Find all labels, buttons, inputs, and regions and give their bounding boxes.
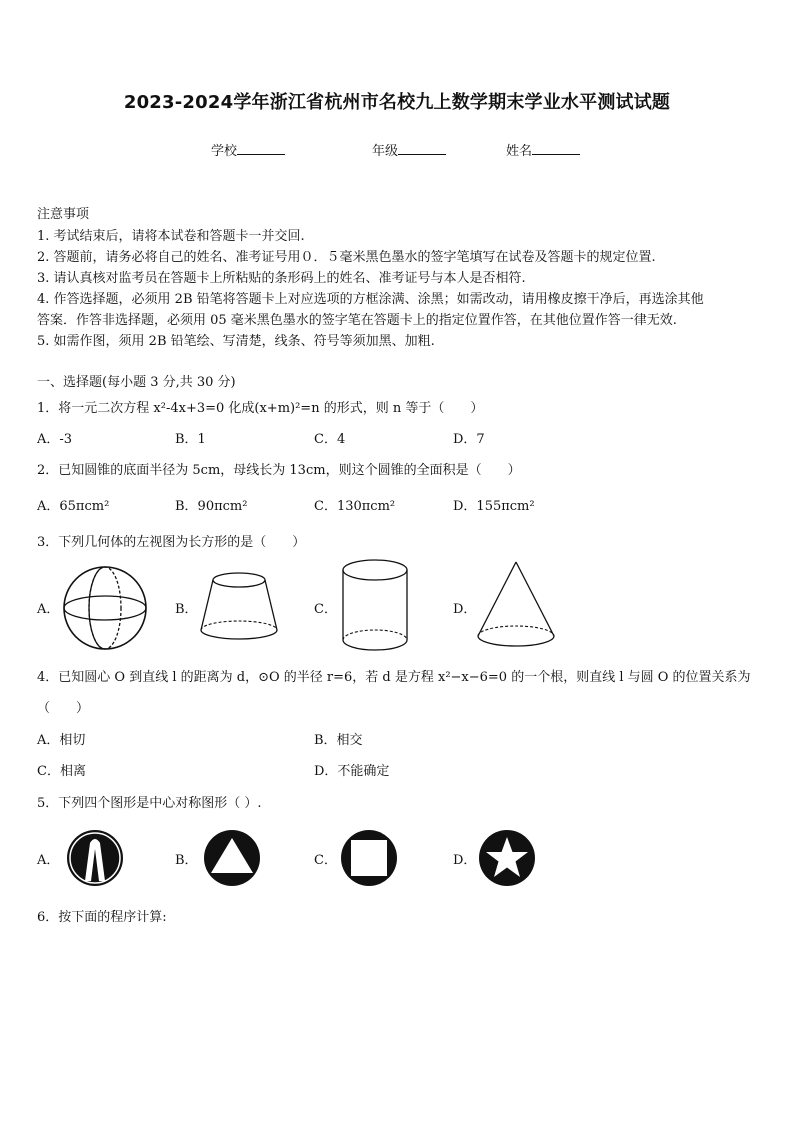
q1-option-c: C．4	[314, 432, 346, 447]
q2-option-c: C．130πcm²	[314, 499, 396, 514]
grade-label: 年级	[372, 144, 399, 159]
q1-option-d: D．7	[453, 432, 485, 447]
frustum-figure	[199, 572, 279, 642]
q4-option-b: B．相交	[314, 733, 363, 748]
disc-triangle-icon	[203, 829, 261, 887]
q4-option-a: A．相切	[37, 733, 86, 748]
cone-figure	[476, 560, 556, 650]
question-4-stem: 4．已知圆心 O 到直线 l 的距离为 d，⊙O 的半径 r=6，若 d 是方程 x²−x−6=0 的一个根，则直线 l 与圆 O 的位置关系为	[37, 670, 751, 685]
grade-blank	[398, 142, 446, 155]
q5-label-c: C．	[314, 853, 337, 868]
section-heading: 一、选择题(每小题 3 分,共 30 分)	[37, 375, 236, 390]
question-4-stem-cont: （ ）	[37, 701, 90, 716]
question-1-stem: 1．将一元二次方程 x²-4x+3=0 化成(x+m)²=n 的形式，则 n 等于（ ）	[37, 401, 484, 416]
name-blank	[532, 142, 580, 155]
question-6-stem: 6．按下面的程序计算:	[37, 910, 167, 925]
q3-label-d: D．	[453, 602, 477, 617]
q2-option-d: D．155πcm²	[453, 499, 535, 514]
school-field	[211, 140, 285, 159]
grade-field	[372, 140, 446, 159]
name-label: 姓名	[506, 144, 533, 159]
notice-heading: 注意事项	[37, 207, 90, 222]
disc-arch-icon	[66, 829, 124, 887]
page-title: 2023-2024学年浙江省杭州市名校九上数学期末学业水平测试试题	[123, 92, 671, 113]
q4-option-d: D．不能确定	[314, 764, 390, 779]
cylinder-figure	[341, 558, 409, 654]
q5-label-a: A．	[37, 853, 60, 868]
q3-label-c: C．	[314, 602, 337, 617]
sphere-figure	[62, 565, 148, 651]
question-5-stem: 5．下列四个图形是中心对称图形（ ）.	[37, 796, 262, 811]
school-label: 学校	[211, 144, 238, 159]
q3-label-a: A．	[37, 602, 60, 617]
q3-label-b: B．	[175, 602, 198, 617]
notice-item: 2. 答题前，请务必将自己的姓名、准考证号用０．５毫米黑色墨水的签字笔填写在试卷及答题卡的规定位置.	[37, 250, 656, 265]
name-field	[506, 140, 580, 159]
notice-item: 答案．作答非选择题，必须用 05 毫米黑色墨水的签字笔在答题卡上的指定位置作答，在其他位置作答一律无效.	[37, 313, 677, 328]
q5-label-b: B．	[175, 853, 198, 868]
question-3-stem: 3．下列几何体的左视图为长方形的是（ ）	[37, 535, 306, 550]
notice-item: 3. 请认真核对监考员在答题卡上所粘贴的条形码上的姓名、准考证号与本人是否相符.	[37, 271, 526, 286]
notice-item: 1. 考试结束后，请将本试卷和答题卡一并交回.	[37, 229, 305, 244]
notice-item: 5. 如需作图，须用 2B 铅笔绘、写清楚，线条、符号等须加黑、加粗.	[37, 334, 435, 349]
q4-option-c: C．相离	[37, 764, 86, 779]
school-blank	[237, 142, 285, 155]
q2-option-b: B．90πcm²	[175, 499, 248, 514]
disc-star-icon	[478, 829, 536, 887]
notice-item: 4. 作答选择题，必须用 2B 铅笔将答题卡上对应选项的方框涂满、涂黑；如需改动，请用橡皮擦干净后，再选涂其他	[37, 292, 704, 307]
question-2-stem: 2．已知圆锥的底面半径为 5cm，母线长为 13cm，则这个圆锥的全面积是（ ）	[37, 463, 521, 478]
q1-option-a: A．-3	[37, 432, 73, 447]
q5-label-d: D．	[453, 853, 477, 868]
disc-square-icon	[340, 829, 398, 887]
q2-option-a: A．65πcm²	[37, 499, 110, 514]
q1-option-b: B．1	[175, 432, 206, 447]
